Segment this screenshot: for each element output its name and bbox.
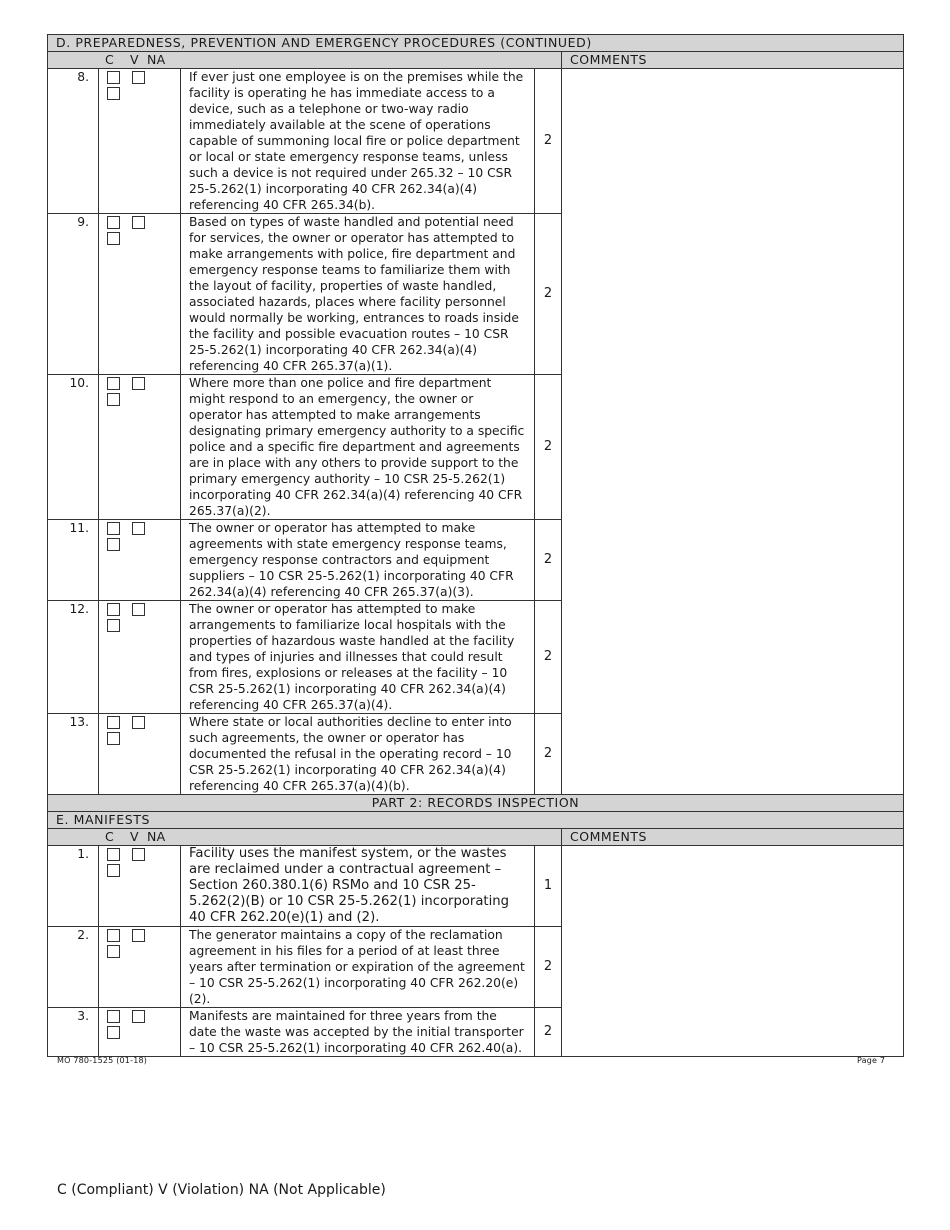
not-applicable-checkbox[interactable] [107, 945, 120, 958]
points-value: 2 [535, 927, 562, 1008]
compliant-checkbox[interactable] [107, 216, 120, 229]
points-value: 2 [535, 520, 562, 601]
points-value: 2 [535, 214, 562, 375]
part2-title: PART 2: RECORDS INSPECTION [48, 795, 904, 812]
points-value: 2 [535, 375, 562, 520]
points-value: 2 [535, 601, 562, 714]
requirement-text: Based on types of waste handled and potential need for services, the owner or operator has attempted to make arrangements with police, fire department and emergency response teams to familiarize them with the layout of facility, properties of waste handled, associated hazards, places where facility personnel would normally be working, entrances to roads inside the facility and possible evacuation routes – 10 CSR 25-5.262(1) incorporating 40 CFR 262.34(a)(4) referencing 40 CFR 265.37(a)(1). [181, 214, 535, 375]
compliant-checkbox[interactable] [107, 377, 120, 390]
item-number: 12. [48, 601, 99, 714]
requirement-text: If ever just one employee is on the premises while the facility is operating he has immediate access to a device, such as a telephone or two-way radio immediately available at the scene of operations capable of summoning local fire or police department or local or state emergency response teams, unless such a device is not required under 265.32 – 10 CSR 25-5.262(1) incorporating 40 CFR 262.34(a)(4) referencing 40 CFR 265.34(b). [181, 69, 535, 214]
table-row [48, 69, 904, 214]
compliant-checkbox[interactable] [107, 848, 120, 861]
item-number: 1. [48, 846, 99, 927]
violation-checkbox[interactable] [132, 522, 145, 535]
table-row [48, 846, 904, 927]
violation-checkbox[interactable] [132, 716, 145, 729]
not-applicable-checkbox[interactable] [107, 1026, 120, 1039]
violation-checkbox[interactable] [132, 216, 145, 229]
status-checkboxes [99, 601, 181, 714]
requirement-text: Where more than one police and fire department might respond to an emergency, the owner or operator has attempted to make arrangements designating primary emergency authority to a specific police and a specific fire department and agreements are in place with any others to provide support to the primary emergency authority – 10 CSR 25-5.262(1) incorporating 40 CFR 262.34(a)(4) referencing 40 CFR 265.37(a)(2). [181, 375, 535, 520]
status-checkboxes [99, 520, 181, 601]
inspection-form-table [47, 34, 904, 1057]
compliant-checkbox[interactable] [107, 603, 120, 616]
status-checkboxes [99, 375, 181, 520]
compliant-checkbox[interactable] [107, 1010, 120, 1023]
status-checkboxes [99, 846, 181, 927]
comments-header: COMMENTS [562, 829, 904, 846]
violation-checkbox[interactable] [132, 603, 145, 616]
section-e-title: E. MANIFESTS [48, 812, 904, 829]
item-number: 11. [48, 520, 99, 601]
item-number: 8. [48, 69, 99, 214]
column-header-cvna [48, 829, 562, 846]
points-value: 2 [535, 69, 562, 214]
status-checkboxes [99, 714, 181, 795]
not-applicable-checkbox[interactable] [107, 864, 120, 877]
points-value: 2 [535, 714, 562, 795]
item-number: 9. [48, 214, 99, 375]
violation-checkbox[interactable] [132, 1010, 145, 1023]
compliant-checkbox[interactable] [107, 71, 120, 84]
status-checkboxes [99, 69, 181, 214]
compliant-checkbox[interactable] [107, 522, 120, 535]
header-v: V [130, 52, 139, 67]
header-c: C [105, 829, 115, 844]
item-number: 2. [48, 927, 99, 1008]
header-c: C [105, 52, 115, 67]
requirement-text: Facility uses the manifest system, or the wastes are reclaimed under a contractual agreement – Section 260.380.1(6) RSMo and 10 CSR 25-5.262(2)(B) or 10 CSR 25-5.262(1) incorporating 40 CFR 262.20(e)(1) and (2). [181, 846, 535, 927]
comments-field-section-e[interactable] [562, 846, 904, 1057]
requirement-text: The generator maintains a copy of the reclamation agreement in his files for a period of at least three years after termination or expiration of the agreement – 10 CSR 25-5.262(1) incorporating 40 CFR 262.20(e)(2). [181, 927, 535, 1008]
violation-checkbox[interactable] [132, 71, 145, 84]
requirement-text: The owner or operator has attempted to make agreements with state emergency response teams, emergency response contractors and equipment suppliers – 10 CSR 25-5.262(1) incorporating 40 CFR 262.34(a)(4) referencing 40 CFR 265.37(a)(3). [181, 520, 535, 601]
comments-header: COMMENTS [562, 52, 904, 69]
compliant-checkbox[interactable] [107, 929, 120, 942]
page-number: Page 7 [857, 1056, 886, 1065]
violation-checkbox[interactable] [132, 377, 145, 390]
column-header-cvna [48, 52, 562, 69]
compliant-checkbox[interactable] [107, 716, 120, 729]
status-checkboxes [99, 1008, 181, 1057]
points-value: 2 [535, 1008, 562, 1057]
requirement-text: Where state or local authorities decline to enter into such agreements, the owner or operator has documented the refusal in the operating record – 10 CSR 25-5.262(1) incorporating 40 CFR 262.34(a)(4) referencing 40 CFR 265.37(a)(4)(b). [181, 714, 535, 795]
header-na: NA [147, 52, 166, 67]
not-applicable-checkbox[interactable] [107, 538, 120, 551]
comments-field-section-d[interactable] [562, 69, 904, 795]
violation-checkbox[interactable] [132, 848, 145, 861]
not-applicable-checkbox[interactable] [107, 87, 120, 100]
section-d-title: D. PREPAREDNESS, PREVENTION AND EMERGENCY PROCEDURES (CONTINUED) [48, 35, 904, 52]
status-checkboxes [99, 214, 181, 375]
item-number: 10. [48, 375, 99, 520]
points-value: 1 [535, 846, 562, 927]
status-checkboxes [99, 927, 181, 1008]
not-applicable-checkbox[interactable] [107, 732, 120, 745]
item-number: 13. [48, 714, 99, 795]
header-v: V [130, 829, 139, 844]
item-number: 3. [48, 1008, 99, 1057]
form-id: MO 780-1525 (01-18) [57, 1056, 148, 1065]
violation-checkbox[interactable] [132, 929, 145, 942]
not-applicable-checkbox[interactable] [107, 232, 120, 245]
not-applicable-checkbox[interactable] [107, 393, 120, 406]
requirement-text: The owner or operator has attempted to make arrangements to familiarize local hospitals with the properties of hazardous waste handled at the facility and types of injuries and illnesses that could result from fires, explosions or releases at the facility – 10 CSR 25-5.262(1) incorporating 40 CFR 262.34(a)(4) referencing 40 CFR 265.37(a)(4). [181, 601, 535, 714]
requirement-text: Manifests are maintained for three years from the date the waste was accepted by the initial transporter – 10 CSR 25-5.262(1) incorporating 40 CFR 262.40(a). [181, 1008, 535, 1057]
header-na: NA [147, 829, 166, 844]
legend: C (Compliant) V (Violation) NA (Not Applicable) [57, 1182, 386, 1198]
not-applicable-checkbox[interactable] [107, 619, 120, 632]
